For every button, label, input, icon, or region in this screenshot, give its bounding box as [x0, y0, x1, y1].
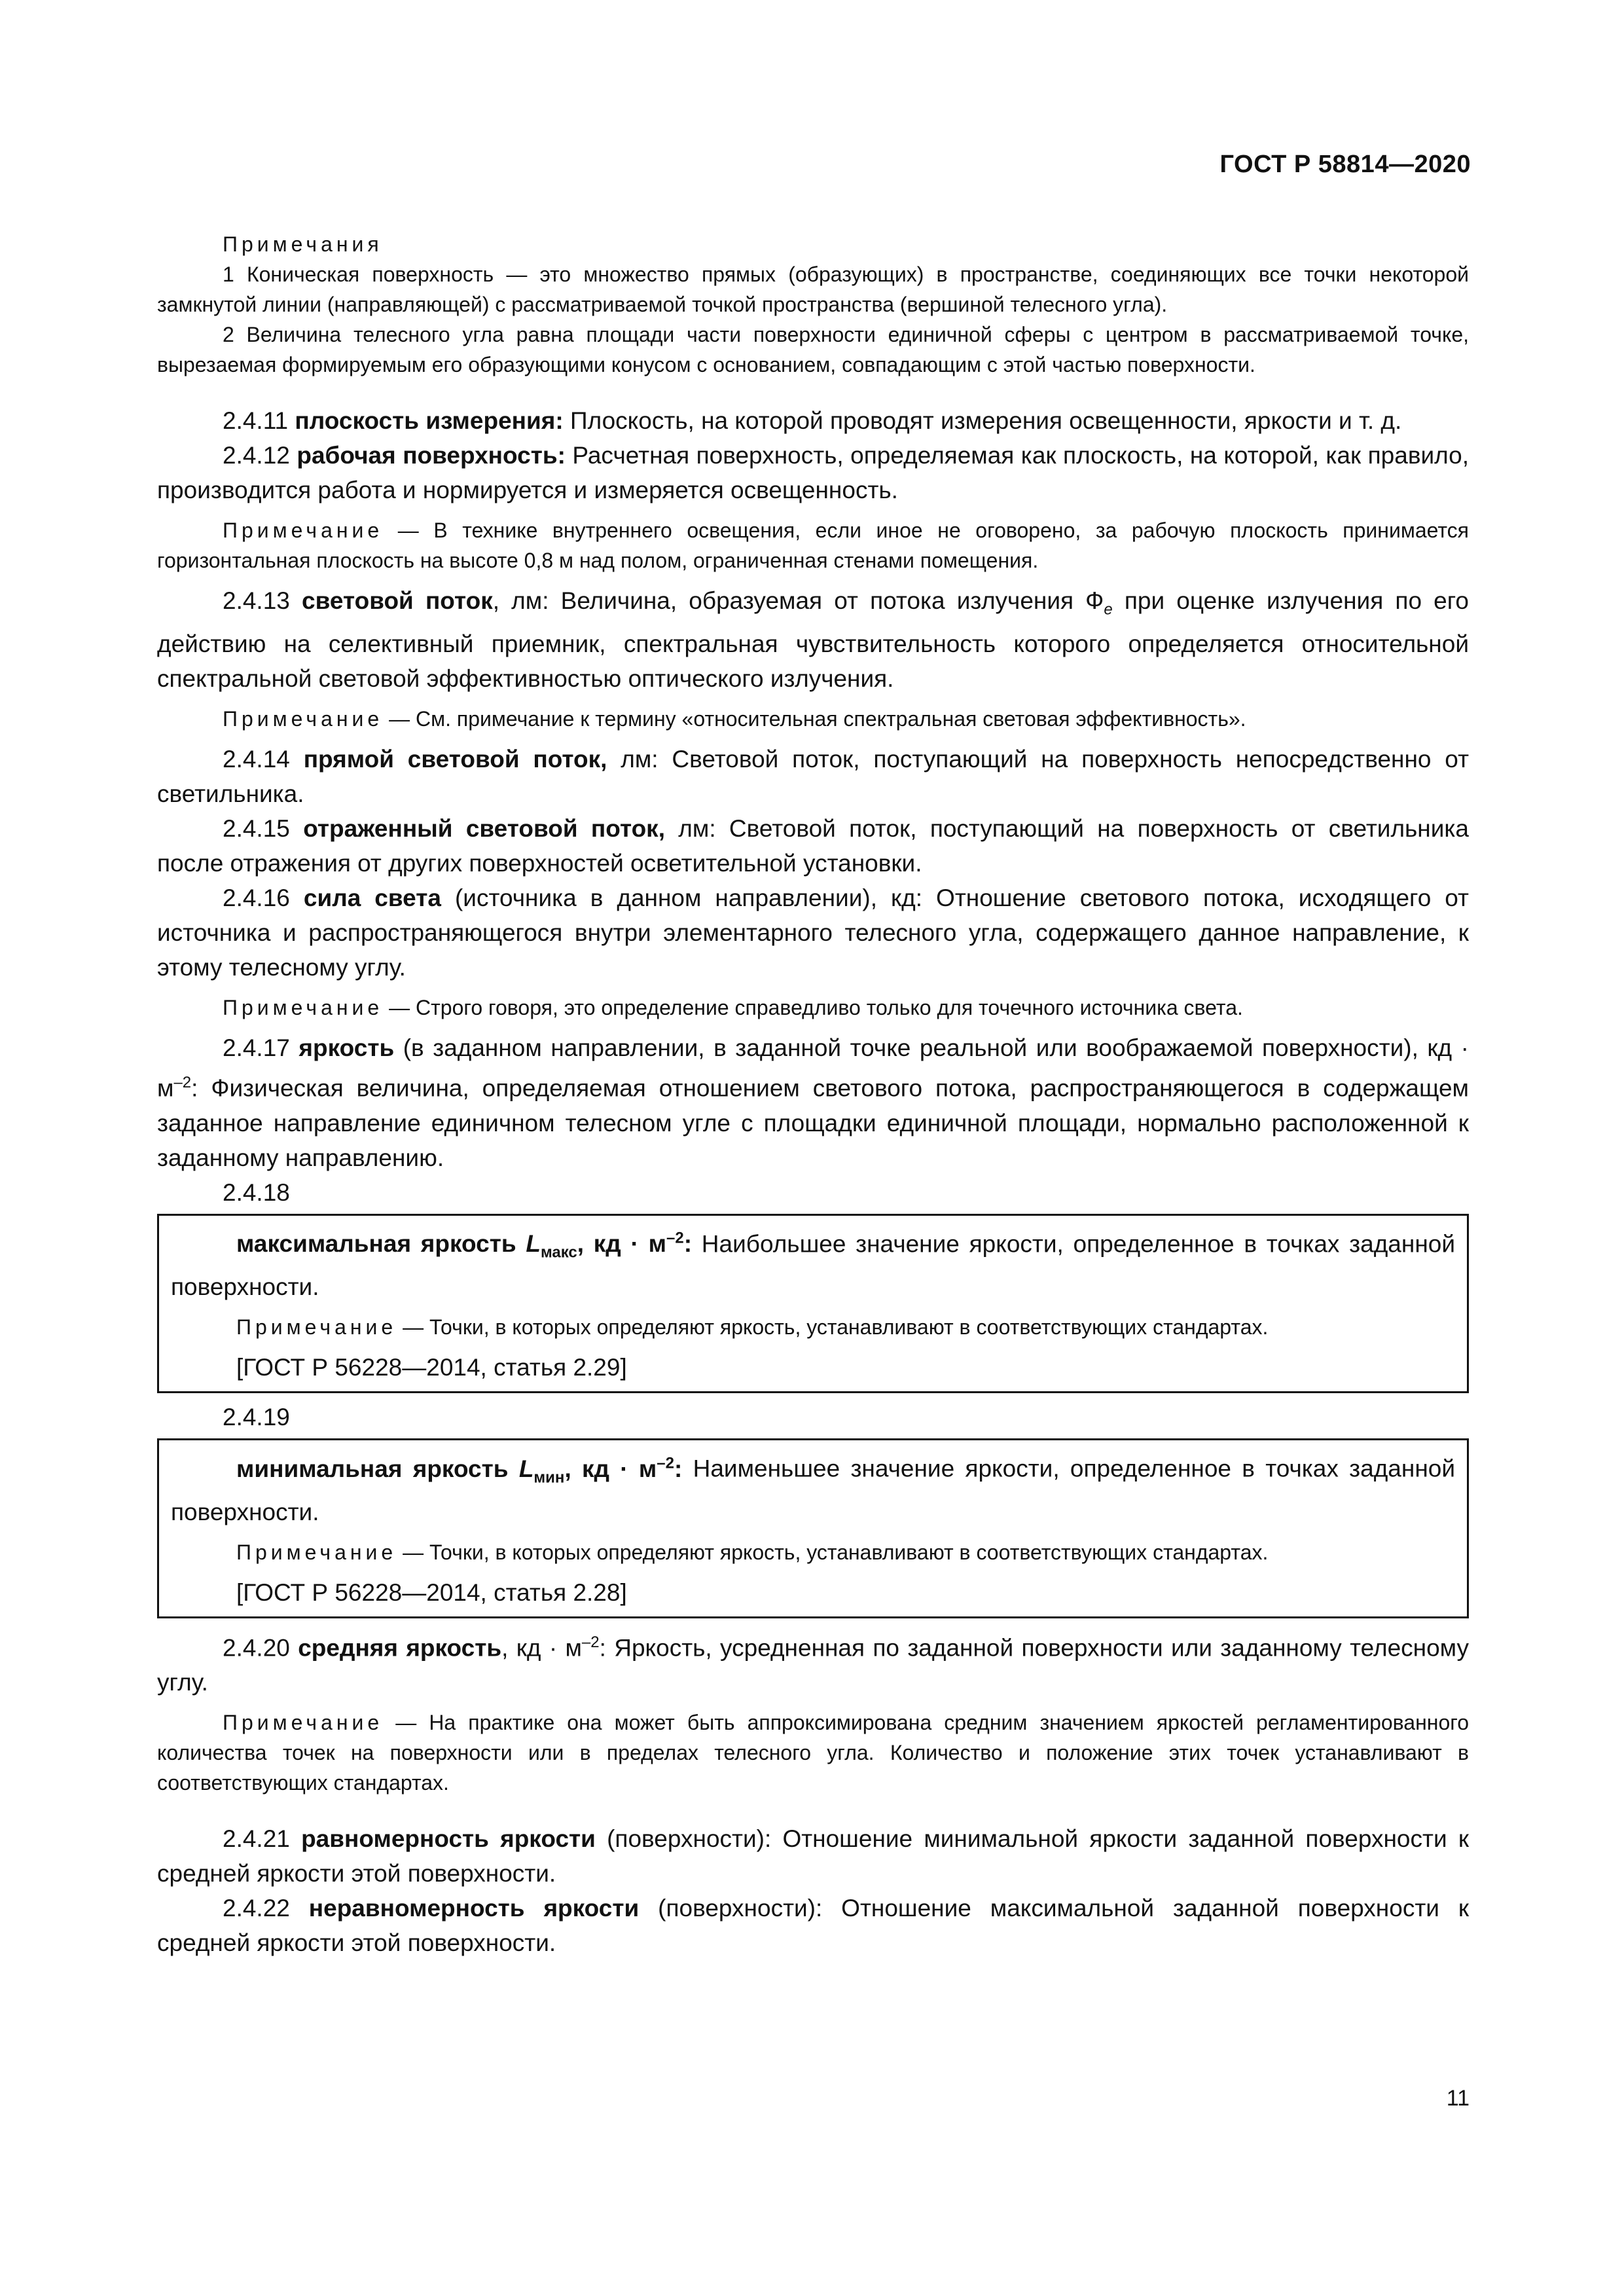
term-2-4-12: 2.4.12 рабочая поверхность: Расчетная поверхность, определяемая как плоскость, на которой, как правило, производится работа и нормируется и измеряется освещенность.: [157, 442, 1470, 503]
term-name: рабочая поверхность:: [297, 442, 566, 469]
term-note: Примечание — В технике внутреннего освещения, если иное не оговорено, за рабочую плоскость принимается горизонтальная плоскость на высоте 0,8 м над полом, ограниченная стенами помещения.: [157, 519, 1470, 572]
term-note: Примечание — См. примечание к термину «относительная спектральная световая эффективность».: [223, 707, 1246, 731]
term-2-4-21: 2.4.21 равномерность яркости (поверхности): Отношение минимальной яркости заданной поверхности к средней яркости этой поверхности.: [157, 1825, 1470, 1887]
term-name: сила света: [303, 884, 441, 912]
term-2-4-16: 2.4.16 сила света (источника в данном направлении), кд: Отношение светового потока, исходящего от источника и распространяющегося внутри элементарного телесного угла, содержащего данное направление, к этому телесному углу.: [157, 884, 1470, 981]
source-reference: [ГОСТ Р 56228—2014, статья 2.28]: [236, 1579, 627, 1607]
source-reference: [ГОСТ Р 56228—2014, статья 2.29]: [236, 1354, 627, 1381]
term-2-4-18-box: максимальная яркость $L_{макс}$, кд · $м^{-2}$: Наибольшее значение яркости, определенное в точках заданной поверхности. Примечание — Точки, в которых определяют яркость, устанавливают в соответствующих стандартах. [ГОСТ Р 56228—2014, статья 2.29]: [157, 1214, 1469, 1394]
term-2-4-14: 2.4.14 прямой световой поток, лм: Световой поток, поступающий на поверхность непосредственно от светильника.: [157, 746, 1470, 808]
term-2-4-19-number: 2.4.19: [223, 1404, 290, 1431]
term-2-4-22: 2.4.22 неравномерность яркости (поверхности): Отношение максимальной заданной поверхности к средней яркости этой поверхности.: [157, 1895, 1470, 1957]
standard-code: ГОСТ Р 58814—2020: [1219, 151, 1471, 178]
term-name: плоскость измерения:: [295, 407, 564, 434]
term-name: прямой световой поток,: [303, 746, 607, 773]
term-2-4-13: 2.4.13 световой поток, лм: Величина, образуемая от потока излучения $Ф_e$ при оценке излучения по его действию на селективный приемник, спектральная чувствительность которого определяется относительной спектральной световой эффективностью оптического излучения.: [157, 587, 1470, 693]
term-2-4-18-number: 2.4.18: [223, 1178, 290, 1206]
term-name: яркость: [298, 1034, 395, 1062]
note-item: 2 Величина телесного угла равна площади части поверхности единичной сферы с центром в рассматриваемой точке, вырезаемая формируемым его образующими конусом с основанием, совпадающим с этой частью поверхности.: [157, 323, 1469, 376]
term-2-4-20: 2.4.20 средняя яркость, кд · $м^{-2}$: Яркость, усредненная по заданной поверхности или заданному телесному углу.: [157, 1633, 1470, 1696]
notes-block: [157, 229, 1469, 380]
term-2-4-15: 2.4.15 отраженный световой поток, лм: Световой поток, поступающий на поверхность от светильника после отражения от других поверхностей осветительной установки.: [157, 815, 1469, 877]
term-name: равномерность яркости: [301, 1825, 596, 1853]
term-name: средняя яркость: [298, 1634, 502, 1662]
term-name: неравномерность яркости: [308, 1895, 640, 1922]
term-2-4-19-box: минимальная яркость $L_{мин}$, кд · $м^{-2}$: Наименьшее значение яркости, определенное в точках заданной поверхности. Примечание — Точки, в которых определяют яркость, устанавливают в соответствующих стандартах. [ГОСТ Р 56228—2014, статья 2.28]: [157, 1438, 1469, 1618]
term-note: Примечание — Точки, в которых определяют яркость, устанавливают в соответствующих стандартах.: [236, 1315, 1269, 1339]
term-note: Примечание — Точки, в которых определяют яркость, устанавливают в соответствующих стандартах.: [236, 1540, 1269, 1565]
note-item: 1 Коническая поверхность — это множество прямых (образующих) в пространстве, соединяющих все точки некоторой замкнутой линии (направляющей) с рассматриваемой точкой пространства (вершиной телесного угла).: [157, 263, 1469, 316]
term-name: световой поток: [302, 587, 493, 614]
term-name: отраженный световой поток,: [303, 815, 665, 843]
term-name: минимальная яркость $L_{мин}$, кд · $м^{-2}$:: [236, 1454, 683, 1487]
document-body: [157, 229, 1469, 1960]
term-note: Примечание — Строго говоря, это определение справедливо только для точечного источника света.: [223, 996, 1243, 1020]
notes-title: Примечания: [223, 232, 383, 256]
term-note: Примечание — На практике она может быть аппроксимирована средним значением яркостей регламентированного количества точек на поверхности или в пределах телесного угла. Количество и положение этих точек устанавливают в соответствующих стандартах.: [157, 1711, 1469, 1795]
term-name: максимальная яркость $L_{макс}$, кд · $м^{-2}$:: [236, 1229, 693, 1262]
term-2-4-11: 2.4.11 плоскость измерения: Плоскость, на которой проводят измерения освещенности, яркости и т. д.: [223, 407, 1402, 434]
term-2-4-17: 2.4.17 яркость (в заданном направлении, в заданной точке реальной или воображаемой поверхности), кд · $м^{-2}$: Физическая величина, определяемая отношением светового потока, распространяющегося в содержащем заданное направление единичном телесном угле с площадки единичной площади, нормально расположенной к заданному направлению.: [157, 1034, 1469, 1171]
page-number: 11: [1446, 2086, 1470, 2111]
